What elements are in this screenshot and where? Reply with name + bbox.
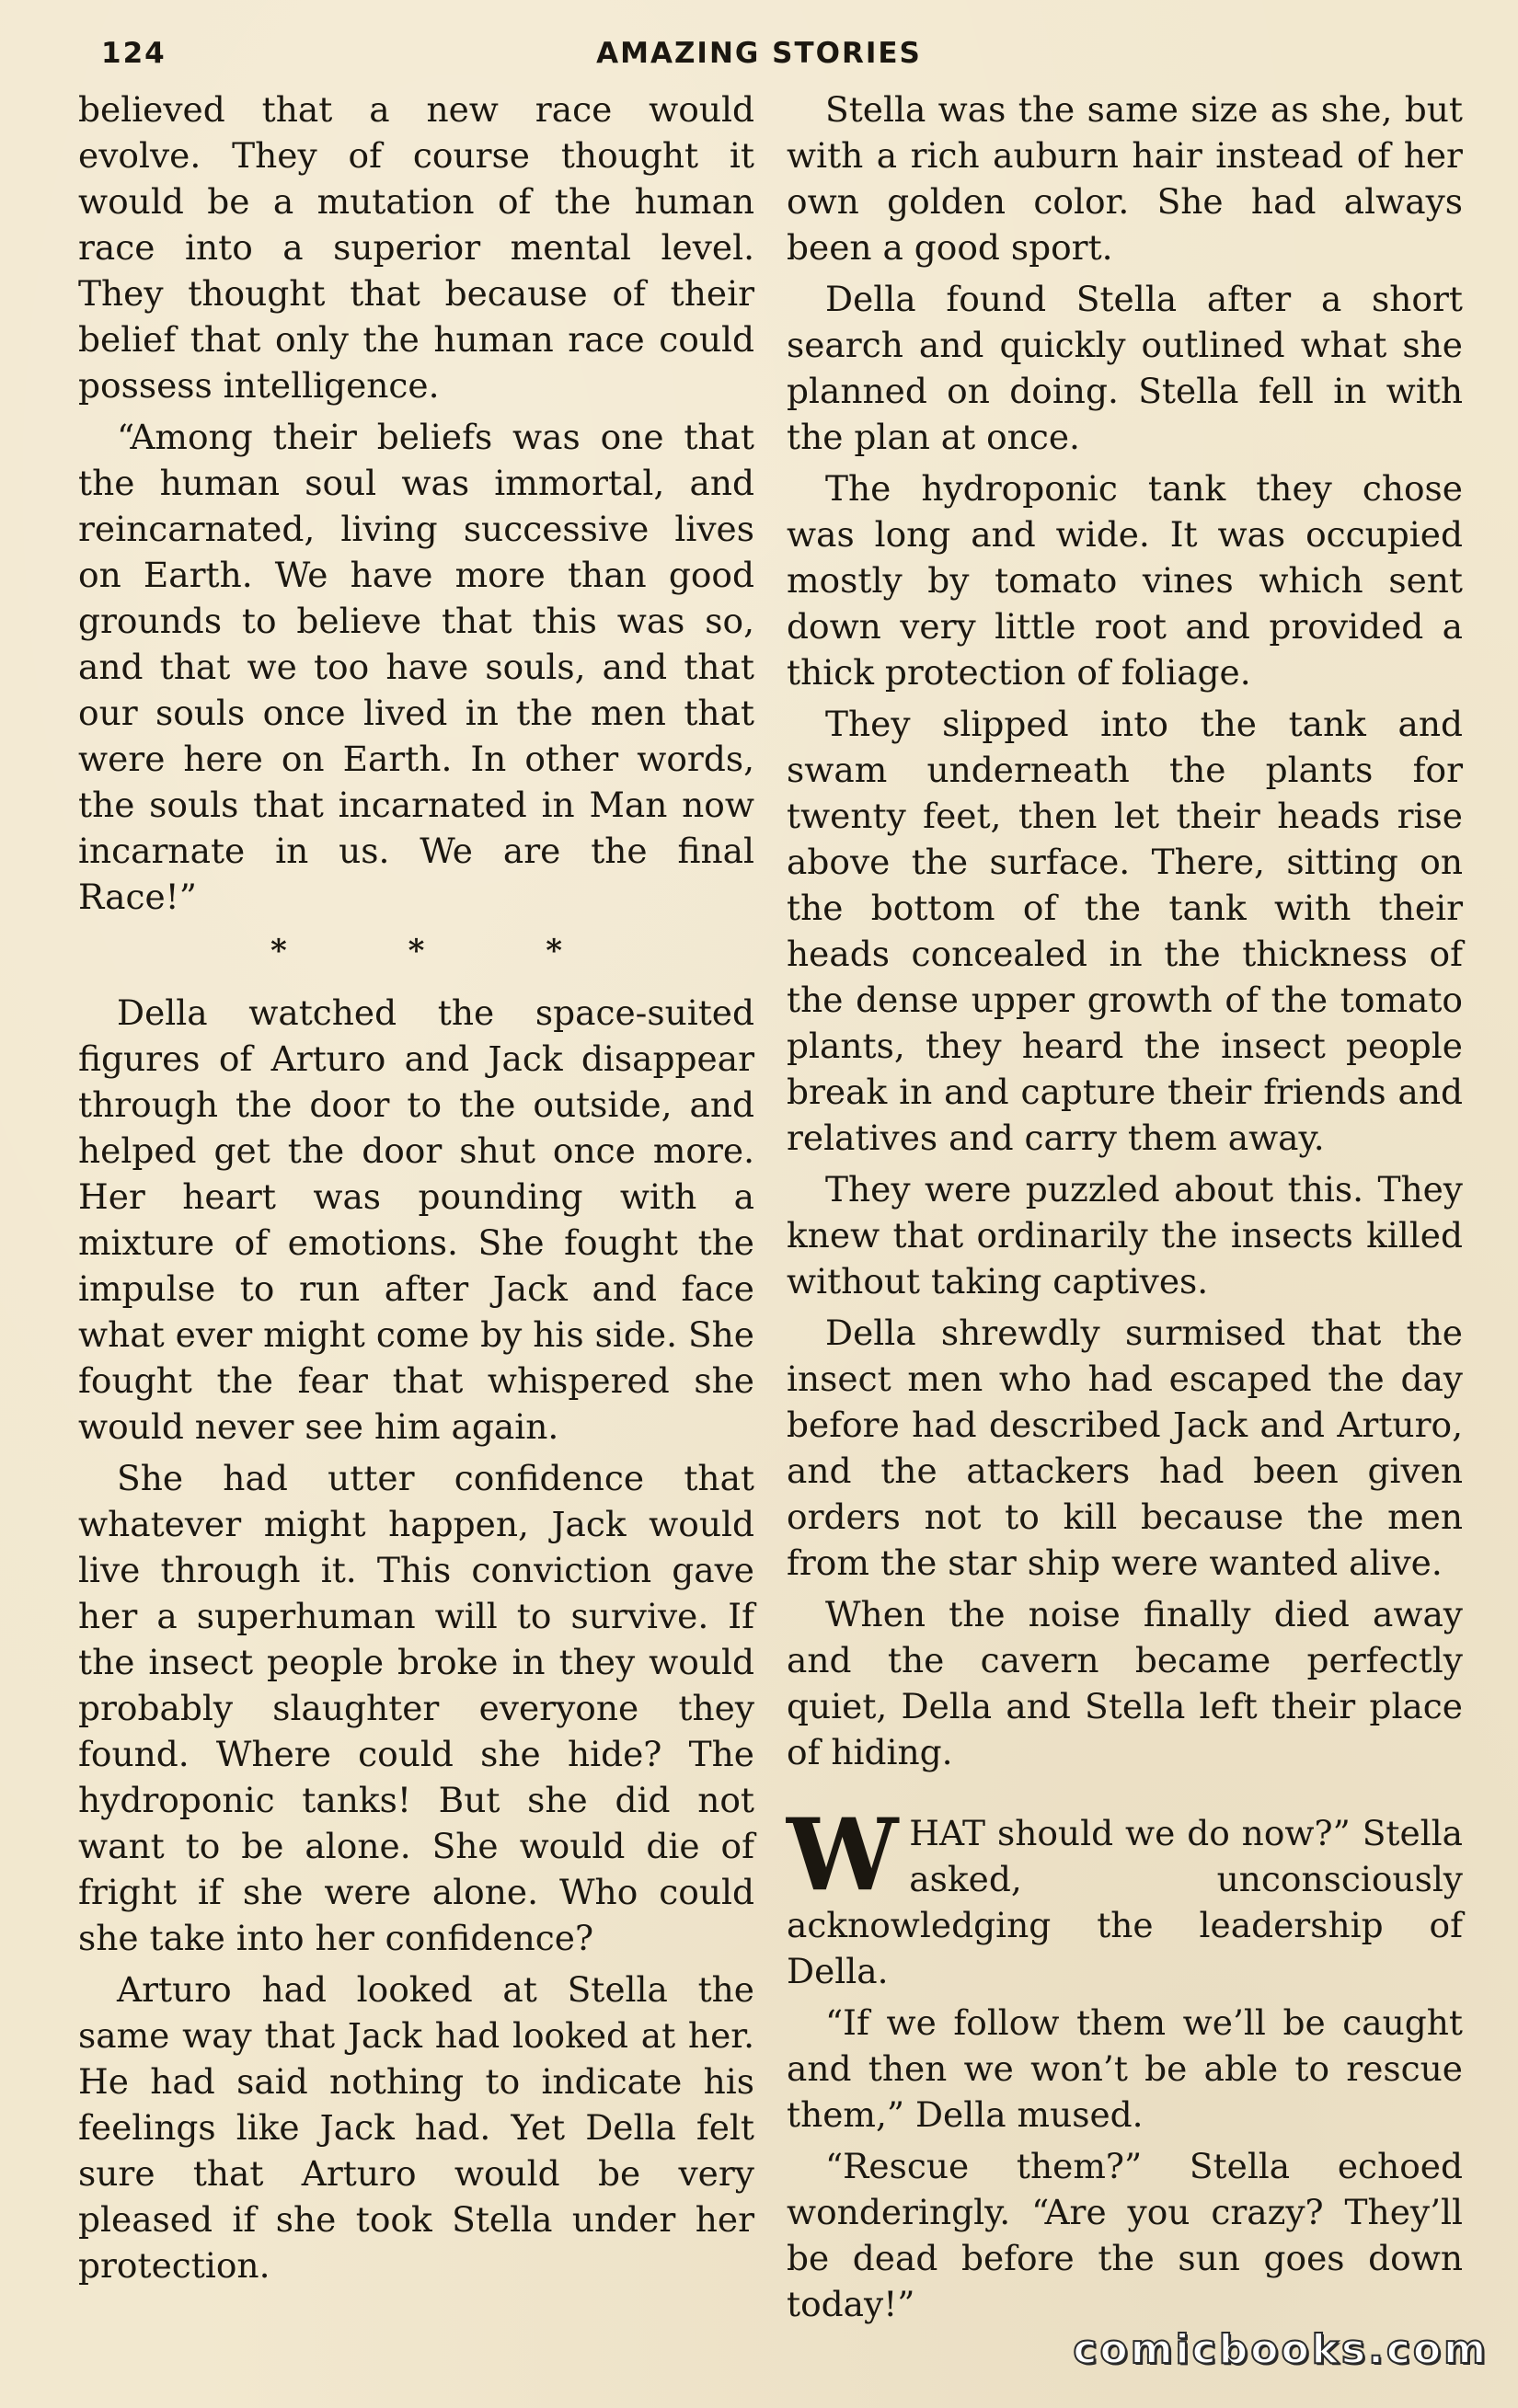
paragraph: Stella was the same size as she, but with a rich auburn hair instead of her own golden color. She had always been a good sport.: [787, 89, 1463, 268]
dropcap-paragraph-text: HAT should we do now?” Stella asked, unconsciously acknowledging the leadership of Della.: [787, 1813, 1463, 1991]
running-title: AMAZING STORIES: [596, 37, 922, 70]
paragraph: “If we follow them we’ll be caught and then we won’t be able to rescue them,” Della mused.: [787, 2002, 1463, 2135]
page-header: [101, 37, 1417, 77]
right-column: [787, 86, 1463, 2333]
paragraph: They slipped into the tank and swam underneath the plants for twenty feet, then let their heads rise above the surface. There, sitting on the bottom of the tank with their heads concealed in the thickness of the dense upper growth of the tomato plants, they heard the insect people break in and capture their friends and relatives and carry them away.: [787, 704, 1463, 1158]
left-column: [78, 86, 754, 2294]
paragraph: Arturo had looked at Stella the same way that Jack had looked at her. He had said nothing to indicate his feelings like Jack had. Yet Della felt sure that Arturo would be very pleased if she took Stella under her protection.: [78, 1969, 754, 2286]
paragraph: believed that a new race would evolve. They of course thought it would be a mutation of the human race into a superior mental level. They thought that because of their belief that only the human race could possess intelligence.: [78, 89, 754, 406]
site-watermark: comicbooks.com: [1073, 2326, 1489, 2373]
paragraph: Della watched the space-suited figures of Arturo and Jack disappear through the door to the outside, and helped get the door shut once more. Her heart was pounding with a mixture of emotions. She fought the impulse to run after Jack and face what ever might come by his side. She fought the fear that whispered she would never see him again.: [78, 992, 754, 1447]
paragraph: “Rescue them?” Stella echoed wonderingly. “Are you crazy? They’ll be dead before the sun goes down today!”: [787, 2146, 1463, 2324]
paragraph: The hydroponic tank they chose was long and wide. It was occupied mostly by tomato vines which sent down very little root and provided a thick protection of foliage.: [787, 468, 1463, 693]
paragraph: She had utter confidence that whatever might happen, Jack would live through it. This conviction gave her a superhuman will to survive. If the insect people broke in they would probably slaughter everyone they found. Where could she hide? The hydroponic tanks! But she did not want to be alone. She would die of fright if she were alone. Who could she take into her confidence?: [78, 1458, 754, 1958]
section-separator: * * *: [270, 933, 617, 969]
paragraph: They were puzzled about this. They knew that ordinarily the insects killed without taking captives.: [787, 1169, 1463, 1301]
drop-cap: W: [787, 1797, 899, 1913]
paragraph: When the noise finally died away and the cavern became perfectly quiet, Della and Stella left their place of hiding.: [787, 1594, 1463, 1772]
dropcap-paragraph: [787, 1797, 1463, 1994]
page-number: 124: [101, 37, 167, 70]
paragraph: Della found Stella after a short search and quickly outlined what she planned on doing. Stella fell in with the plan at once.: [787, 279, 1463, 457]
paragraph: “Among their beliefs was one that the human soul was immortal, and reincarnated, living successive lives on Earth. We have more than good grounds to believe that this was so, and that we too have souls, and that our souls once lived in the men that were here on Earth. In other words, the souls that incarnated in Man now incarnate in us. We are the final Race!”: [78, 417, 754, 917]
paragraph: Della shrewdly surmised that the insect men who had escaped the day before had described Jack and Arturo, and the attackers had been given orders not to kill because the men from the star ship were wanted alive.: [787, 1313, 1463, 1583]
